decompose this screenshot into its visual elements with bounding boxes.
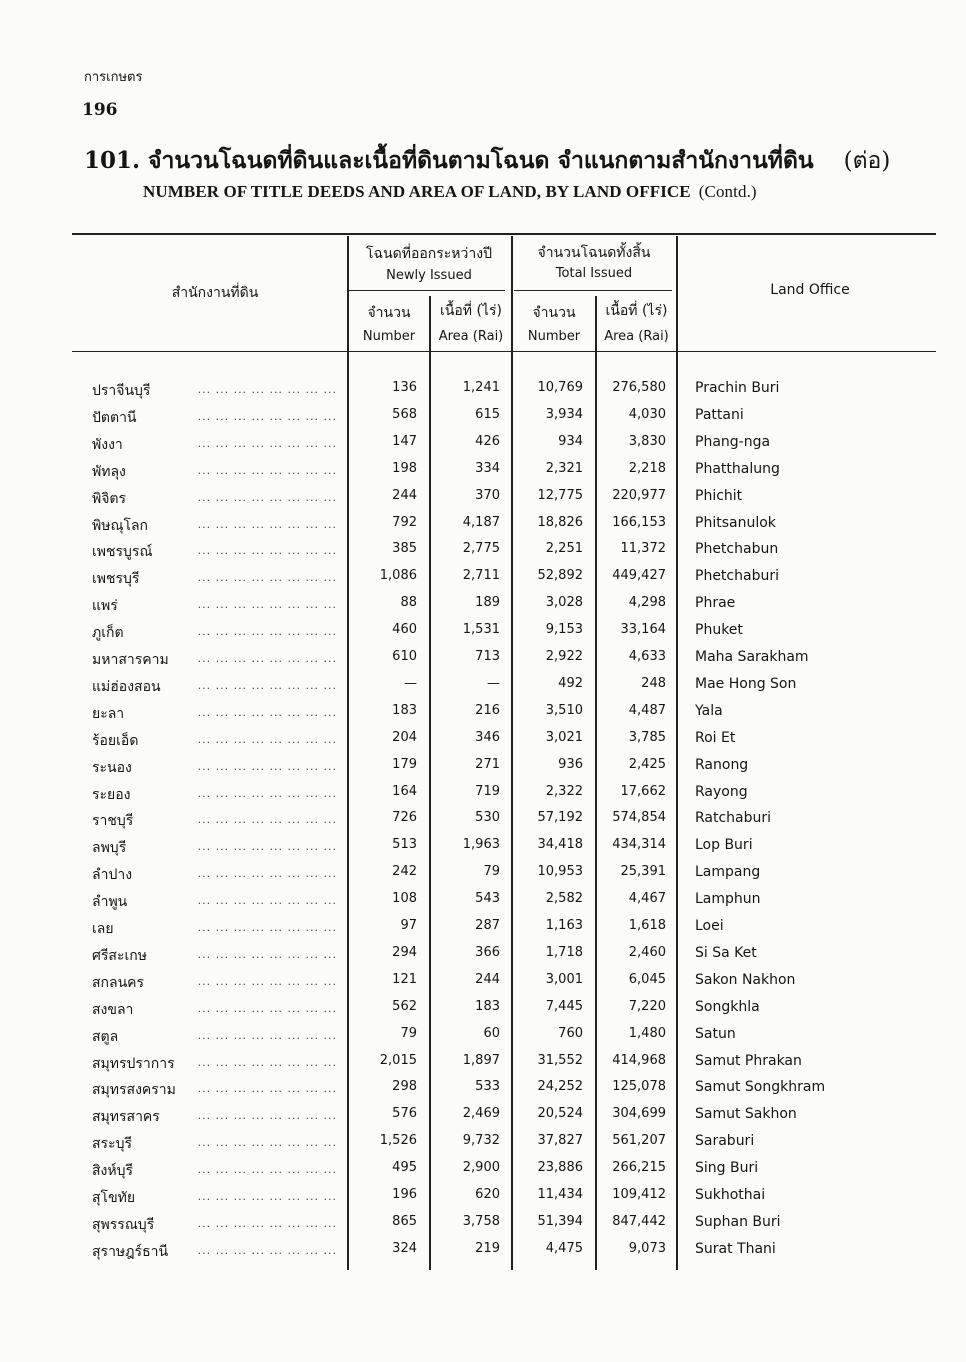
leader-dots: ... ... ... ... ... ... ... ... [197, 571, 337, 585]
total-number: 1,718 [545, 944, 583, 960]
newly-area: — [487, 675, 500, 691]
table-row [0, 676, 966, 703]
total-area: 9,073 [628, 1240, 666, 1256]
total-area: 276,580 [612, 380, 666, 395]
title-thai-contd: (ต่อ) [843, 148, 891, 174]
total-number: 23,886 [537, 1160, 583, 1176]
header-total-english: Total Issued [555, 266, 633, 281]
total-group-underline [514, 290, 672, 291]
newly-number: 88 [400, 595, 417, 611]
newly-number: 204 [392, 729, 417, 745]
office-name-thai: มหาสารคาม [92, 649, 169, 671]
newly-number: 568 [392, 406, 417, 422]
header-total-area-thai: เนื้อที่ (ไร่) [605, 303, 668, 319]
header-office-english: Land Office [770, 282, 850, 298]
leader-dots: ... ... ... ... ... ... ... ... [197, 867, 337, 881]
newly-area: 287 [475, 918, 500, 933]
office-name-english: Yala [695, 702, 723, 719]
total-area: 4,633 [628, 649, 666, 664]
office-name-thai: ศรีสะเกษ [92, 945, 147, 967]
leader-dots: ... ... ... ... ... ... ... ... [197, 490, 337, 504]
newly-number: 1,086 [379, 568, 417, 584]
newly-area: 426 [475, 433, 500, 449]
newly-number: 108 [392, 891, 417, 907]
total-area: 449,427 [612, 568, 666, 584]
newly-area: 543 [475, 891, 500, 907]
office-name-thai: แม่ฮ่องสอน [92, 676, 161, 698]
leader-dots: ... ... ... ... ... ... ... ... [197, 463, 337, 477]
total-area: 414,968 [612, 1052, 666, 1068]
office-name-thai: พังงา [92, 434, 123, 456]
total-area: 561,207 [612, 1133, 666, 1149]
total-number: 10,953 [537, 864, 583, 880]
newly-area: 370 [475, 487, 500, 503]
newly-area: 1,241 [462, 380, 500, 395]
total-number: 3,934 [545, 406, 583, 422]
total-number: 51,394 [537, 1213, 583, 1229]
office-name-thai: ระนอง [92, 757, 132, 779]
table-row [0, 972, 966, 999]
total-area: 2,425 [628, 756, 666, 772]
newly-area: 216 [475, 702, 500, 718]
newly-number: 562 [392, 998, 417, 1014]
newly-number: 242 [392, 864, 417, 880]
newly-area: 533 [475, 1079, 500, 1095]
office-name-english: Satun [695, 1025, 736, 1042]
total-number: 18,826 [537, 514, 583, 530]
office-name-english: Lop Buri [695, 837, 753, 854]
newly-area: 1,897 [462, 1052, 500, 1068]
office-name-thai: สุโขทัย [92, 1187, 135, 1209]
table-row [0, 515, 966, 542]
table-row [0, 918, 966, 945]
newly-area: 620 [475, 1187, 500, 1202]
office-name-english: Si Sa Ket [695, 944, 757, 961]
newly-number: 244 [392, 487, 417, 503]
total-area: 17,662 [620, 783, 666, 799]
newly-number: 294 [392, 944, 417, 960]
office-name-thai: พัทลุง [92, 461, 126, 483]
header-newly-english: Newly Issued [386, 268, 472, 283]
newly-number: 513 [392, 837, 417, 853]
office-name-english: Phuket [695, 622, 743, 639]
newly-number: 2,015 [379, 1052, 417, 1068]
newly-area: 2,711 [462, 568, 500, 584]
title-thai-text: 101. จำนวนโฉนดที่ดินและเนื้อที่ดินตามโฉนด จำแนกตามสำนักงานที่ดิน [84, 147, 814, 174]
newly-area: 4,187 [462, 514, 500, 530]
leader-dots: ... ... ... ... ... ... ... ... [197, 1109, 337, 1123]
newly-area: 183 [475, 998, 500, 1014]
table-row [0, 622, 966, 649]
title-english [143, 182, 757, 202]
table-row [0, 945, 966, 972]
leader-dots: ... ... ... ... ... ... ... ... [197, 840, 337, 854]
leader-dots: ... ... ... ... ... ... ... ... [197, 1243, 337, 1257]
table-row [0, 891, 966, 918]
title-english-text: NUMBER OF TITLE DEEDS AND AREA OF LAND, BY LAND OFFICE [143, 182, 691, 201]
header-newly-number-english: Number [362, 329, 416, 344]
office-name-english: Phitsanulok [695, 514, 776, 531]
newly-area: 2,775 [462, 541, 500, 557]
total-area: 25,391 [620, 864, 666, 880]
newly-number: 865 [392, 1213, 417, 1229]
newly-number: 164 [392, 783, 417, 799]
total-number: 760 [558, 1025, 583, 1041]
office-name-english: Maha Sarakham [695, 649, 809, 665]
table-row [0, 1160, 966, 1187]
leader-dots: ... ... ... ... ... ... ... ... [197, 409, 337, 423]
header-total-number-thai: จำนวน [532, 305, 576, 321]
newly-area: 79 [483, 864, 500, 880]
total-area: 248 [641, 675, 666, 691]
newly-number: 495 [392, 1160, 417, 1176]
leader-dots: ... ... ... ... ... ... ... ... [197, 1001, 337, 1015]
table-row [0, 649, 966, 676]
leader-dots: ... ... ... ... ... ... ... ... [197, 947, 337, 961]
total-area: 2,218 [628, 460, 666, 476]
office-name-thai: สุราษฎร์ธานี [92, 1241, 168, 1263]
table-row [0, 1079, 966, 1106]
office-name-english: Songkhla [695, 998, 760, 1015]
newly-area: 3,758 [462, 1213, 500, 1229]
total-area: 4,030 [628, 406, 666, 422]
total-number: 3,021 [545, 729, 583, 745]
leader-dots: ... ... ... ... ... ... ... ... [197, 1190, 337, 1203]
office-name-english: Phatthalung [695, 460, 780, 477]
newly-number: 576 [392, 1106, 417, 1122]
total-area: 4,467 [628, 891, 666, 907]
total-number: 10,769 [537, 380, 583, 395]
table-row [0, 541, 966, 568]
total-number: 57,192 [537, 810, 583, 826]
leader-dots: ... ... ... ... ... ... ... ... [197, 544, 337, 558]
table-row [0, 784, 966, 811]
header-bottom-rule [72, 351, 936, 352]
office-name-english: Pattani [695, 406, 744, 423]
total-number: 7,445 [545, 998, 583, 1014]
total-area: 125,078 [612, 1079, 666, 1095]
office-name-thai: สมุทรปราการ [92, 1053, 175, 1075]
table-row [0, 703, 966, 730]
office-name-thai: ระยอง [92, 784, 131, 806]
total-number: 2,321 [545, 460, 583, 476]
office-name-thai: ปราจีนบุรี [92, 380, 150, 402]
office-name-english: Samut Sakhon [695, 1106, 797, 1123]
office-name-thai: ลพบุรี [92, 837, 126, 859]
office-name-english: Roi Et [695, 729, 736, 746]
newly-area: 189 [475, 595, 500, 611]
leader-dots: ... ... ... ... ... ... ... ... [197, 598, 337, 612]
newly-number: 385 [392, 541, 417, 557]
total-area: 166,153 [612, 514, 666, 530]
table-row [0, 434, 966, 461]
title-english-contd: (Contd.) [698, 182, 757, 201]
office-name-english: Phichit [695, 487, 743, 504]
total-area: 847,442 [612, 1213, 666, 1229]
leader-dots: ... ... ... ... ... ... ... ... [197, 1055, 337, 1069]
office-name-thai: ราชบุรี [92, 810, 133, 832]
newly-number: 1,526 [379, 1133, 417, 1149]
table-row [0, 730, 966, 757]
header-total-number-english: Number [527, 329, 581, 344]
header-total-area-english: Area (Rai) [604, 329, 669, 344]
office-name-thai: เพชรบูรณ์ [92, 541, 152, 563]
total-number: 4,475 [545, 1240, 583, 1256]
leader-dots: ... ... ... ... ... ... ... ... [197, 1216, 337, 1230]
leader-dots: ... ... ... ... ... ... ... ... [197, 1028, 337, 1042]
newly-number: 121 [392, 971, 417, 987]
newly-area: 366 [475, 944, 500, 960]
office-name-thai: พิษณุโลก [92, 515, 148, 537]
newly-area: 2,900 [462, 1160, 500, 1176]
leader-dots: ... ... ... ... ... ... ... ... [197, 759, 337, 773]
newly-number: 179 [392, 756, 417, 772]
office-name-thai: ภูเก็ต [92, 622, 124, 644]
total-number: 24,252 [537, 1079, 583, 1095]
header-total-thai: จำนวนโฉนดทั้งสิ้น [537, 245, 651, 261]
newly-area: 219 [475, 1240, 500, 1256]
newly-area: 271 [475, 756, 500, 772]
office-name-english: Samut Songkhram [695, 1079, 826, 1096]
total-number: 37,827 [537, 1133, 583, 1149]
total-number: 492 [558, 675, 583, 691]
leader-dots: ... ... ... ... ... ... ... ... [197, 1082, 337, 1096]
leader-dots: ... ... ... ... ... ... ... ... [197, 625, 337, 639]
total-area: 1,480 [628, 1025, 666, 1041]
total-area: 11,372 [620, 541, 666, 557]
total-area: 434,314 [612, 837, 666, 853]
leader-dots: ... ... ... ... ... ... ... ... [197, 732, 337, 746]
office-name-english: Sakon Nakhon [695, 971, 796, 988]
leader-dots: ... ... ... ... ... ... ... ... [197, 813, 337, 827]
office-name-thai: สงขลา [92, 999, 133, 1021]
total-area: 304,699 [612, 1106, 666, 1122]
total-area: 4,487 [628, 702, 666, 718]
newly-number: 198 [392, 460, 417, 476]
newly-number: 298 [392, 1079, 417, 1095]
office-name-thai: สตูล [92, 1026, 118, 1048]
total-area: 7,220 [628, 998, 666, 1014]
total-number: 34,418 [537, 837, 583, 853]
office-name-english: Phrae [695, 595, 736, 612]
office-name-english: Ranong [695, 756, 749, 773]
total-number: 52,892 [537, 568, 583, 584]
table-row [0, 810, 966, 837]
header-newly-area-english: Area (Rai) [438, 329, 504, 344]
newly-area: 9,732 [462, 1133, 500, 1149]
total-number: 1,163 [545, 918, 583, 933]
total-number: 934 [558, 433, 583, 449]
leader-dots: ... ... ... ... ... ... ... ... [197, 974, 337, 988]
table-row [0, 1187, 966, 1214]
total-number: 31,552 [537, 1052, 583, 1068]
office-name-english: Mae Hong Son [695, 675, 797, 692]
leader-dots: ... ... ... ... ... ... ... ... [197, 786, 337, 800]
office-name-english: Phetchabun [695, 541, 779, 558]
total-number: 9,153 [545, 622, 583, 638]
leader-dots: ... ... ... ... ... ... ... ... [197, 705, 337, 719]
table-row [0, 837, 966, 864]
newly-number: 792 [392, 514, 417, 530]
header-newly-number-thai: จำนวน [367, 305, 411, 321]
total-number: 12,775 [537, 487, 583, 503]
newly-number: 97 [400, 918, 417, 933]
office-name-english: Prachin Buri [695, 380, 780, 396]
newly-group-underline [349, 290, 505, 291]
office-name-english: Sing Buri [695, 1160, 759, 1177]
newly-number: — [404, 675, 417, 691]
office-name-english: Sukhothai [695, 1187, 766, 1203]
office-name-english: Lampang [695, 864, 761, 881]
leader-dots: ... ... ... ... ... ... ... ... [197, 1136, 337, 1150]
office-name-thai: ยะลา [92, 703, 124, 725]
total-area: 574,854 [612, 810, 666, 826]
newly-number: 79 [400, 1025, 417, 1041]
office-name-thai: สมุทรสงคราม [92, 1079, 176, 1101]
total-number: 2,582 [545, 891, 583, 907]
newly-area: 60 [483, 1025, 500, 1041]
table-row [0, 568, 966, 595]
header-office-thai: สำนักงานที่ดิน [171, 285, 259, 301]
total-number: 11,434 [537, 1187, 583, 1202]
office-name-thai: สิงห์บุรี [92, 1160, 133, 1182]
newly-area: 719 [475, 783, 500, 799]
newly-area: 713 [475, 649, 500, 664]
leader-dots: ... ... ... ... ... ... ... ... [197, 436, 337, 450]
newly-number: 460 [392, 622, 417, 638]
table-row [0, 1133, 966, 1160]
newly-area: 244 [475, 971, 500, 987]
office-name-thai: แพร่ [92, 595, 118, 617]
title-thai [84, 143, 890, 179]
office-name-english: Loei [695, 918, 724, 934]
leader-dots: ... ... ... ... ... ... ... ... [197, 921, 337, 934]
total-number: 936 [558, 756, 583, 772]
table-top-rule [72, 233, 936, 235]
total-area: 220,977 [612, 487, 666, 503]
office-name-english: Samut Phrakan [695, 1052, 802, 1069]
leader-dots: ... ... ... ... ... ... ... ... [197, 678, 337, 692]
office-name-thai: สกลนคร [92, 972, 144, 994]
total-number: 3,001 [545, 971, 583, 987]
newly-area: 1,963 [462, 837, 500, 853]
office-name-thai: เพชรบุรี [92, 568, 139, 590]
office-name-thai: ลำพูน [92, 891, 127, 913]
total-area: 33,164 [620, 622, 666, 638]
total-area: 266,215 [612, 1160, 666, 1176]
newly-number: 610 [392, 649, 417, 664]
total-number: 2,922 [545, 649, 583, 664]
total-area: 2,460 [628, 944, 666, 960]
leader-dots: ... ... ... ... ... ... ... ... [197, 1163, 337, 1177]
total-number: 3,510 [545, 702, 583, 718]
office-name-thai: เลย [92, 918, 114, 940]
table-row [0, 1053, 966, 1080]
newly-area: 530 [475, 810, 500, 826]
office-name-thai: พิจิตร [92, 488, 126, 510]
leader-dots: ... ... ... ... ... ... ... ... [197, 383, 337, 396]
total-area: 1,618 [628, 918, 666, 933]
newly-area: 334 [475, 460, 500, 476]
office-name-english: Lamphun [695, 891, 761, 908]
office-name-english: Rayong [695, 783, 748, 800]
newly-area: 2,469 [462, 1106, 500, 1122]
total-number: 2,251 [545, 541, 583, 557]
leader-dots: ... ... ... ... ... ... ... ... [197, 894, 337, 908]
office-name-english: Saraburi [695, 1133, 755, 1150]
office-name-english: Phetchaburi [695, 568, 779, 585]
table-row [0, 461, 966, 488]
table-row [0, 1241, 966, 1268]
table-row [0, 595, 966, 622]
newly-area: 346 [475, 729, 500, 745]
total-number: 20,524 [537, 1106, 583, 1122]
total-area: 6,045 [628, 971, 666, 987]
table-row [0, 864, 966, 891]
office-name-thai: สระบุรี [92, 1133, 132, 1155]
office-name-thai: ร้อยเอ็ด [92, 730, 138, 752]
newly-number: 196 [392, 1187, 417, 1202]
office-name-thai: ลำปาง [92, 864, 132, 886]
table-row [0, 1214, 966, 1241]
office-name-english: Phang-nga [695, 433, 771, 450]
leader-dots: ... ... ... ... ... ... ... ... [197, 652, 337, 665]
office-name-thai: สุพรรณบุรี [92, 1214, 154, 1236]
office-name-thai: สมุทรสาคร [92, 1106, 160, 1128]
newly-area: 1,531 [462, 622, 500, 638]
newly-number: 183 [392, 702, 417, 718]
table-row [0, 380, 966, 407]
table-row [0, 1026, 966, 1053]
table-row [0, 1106, 966, 1133]
leader-dots: ... ... ... ... ... ... ... ... [197, 517, 337, 531]
table-row [0, 407, 966, 434]
newly-number: 726 [392, 810, 417, 826]
table-row [0, 757, 966, 784]
header-newly-thai: โฉนดที่ออกระหว่างปี [366, 246, 492, 262]
table-row [0, 999, 966, 1026]
total-area: 109,412 [612, 1187, 666, 1202]
office-name-english: Surat Thani [695, 1240, 776, 1257]
page-number: 196 [82, 100, 118, 120]
total-number: 3,028 [545, 595, 583, 611]
office-name-thai: ปัตตานี [92, 407, 137, 429]
office-name-english: Suphan Buri [695, 1213, 781, 1230]
table-row [0, 488, 966, 515]
total-area: 4,298 [628, 595, 666, 611]
header-newly-area-thai: เนื้อที่ (ไร่) [440, 303, 502, 319]
newly-number: 324 [392, 1240, 417, 1256]
total-number: 2,322 [545, 783, 583, 799]
newly-number: 136 [392, 380, 417, 395]
newly-area: 615 [475, 406, 500, 422]
newly-number: 147 [392, 433, 417, 449]
total-area: 3,830 [628, 433, 666, 449]
running-head: การเกษตร [84, 70, 143, 85]
office-name-english: Ratchaburi [695, 810, 772, 827]
total-area: 3,785 [628, 729, 666, 745]
